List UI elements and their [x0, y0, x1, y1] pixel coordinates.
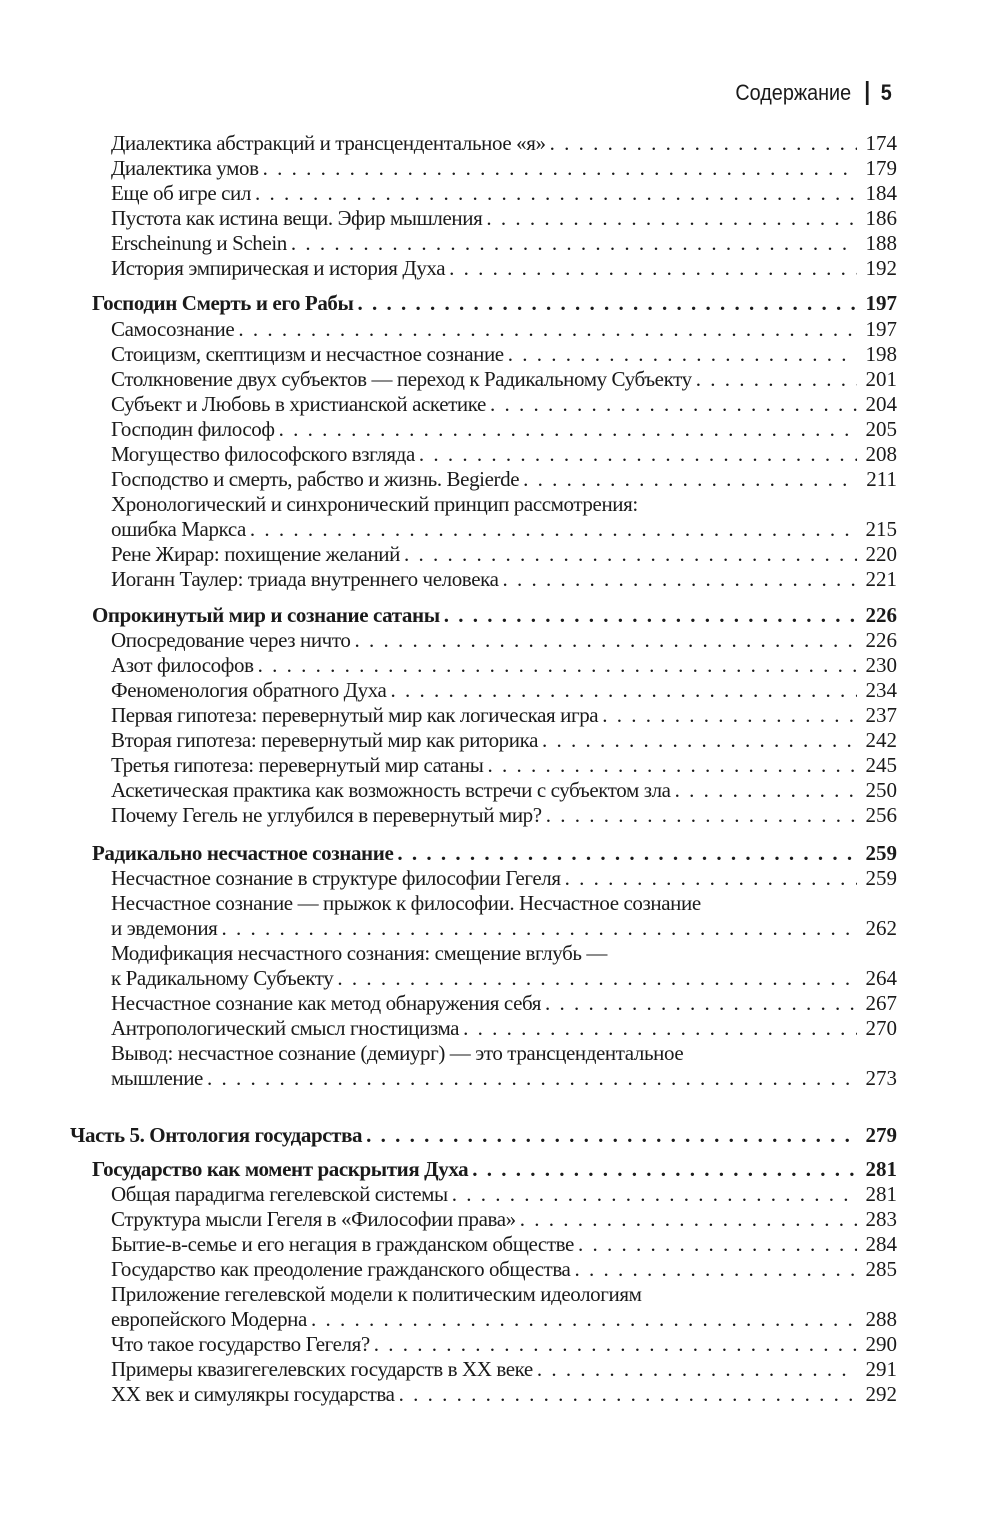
toc-entry-title: Государство как преодоление гражданского общества	[111, 1257, 571, 1281]
toc-entry-title: и эвдемония	[111, 916, 218, 940]
dot-leader	[472, 1157, 857, 1182]
toc-entry-title: Опрокинутый мир и сознание сатаны	[92, 603, 440, 627]
toc-page-number: 230	[865, 653, 897, 677]
dot-leader	[486, 206, 857, 231]
toc-entry-title: Аскетическая практика как возможность встречи с субъектом зла	[111, 778, 671, 802]
toc-entry	[111, 442, 897, 467]
toc-page-number: 256	[865, 803, 897, 827]
dot-leader	[452, 1182, 857, 1207]
toc-entry-first-line	[111, 1282, 897, 1307]
toc-page-number: 221	[865, 567, 897, 591]
toc-entry-title: XX век и симулякры государства	[111, 1382, 395, 1406]
toc-entry-title: Несчастное сознание как метод обнаружения себя	[111, 991, 542, 1015]
toc-entry	[111, 156, 897, 181]
toc-page-number: 174	[865, 131, 897, 155]
toc-entry	[111, 1332, 897, 1357]
dot-leader	[354, 628, 857, 653]
toc-entry-title: Хронологический и синхронический принцип рассмотрения:	[111, 492, 638, 516]
toc-entry-first-line	[111, 492, 897, 517]
toc-entry-title: Несчастное сознание — прыжок к философии. Несчастное сознание	[111, 891, 701, 915]
toc-entry	[111, 1232, 897, 1257]
toc-entry	[111, 1016, 897, 1041]
running-head-separator	[866, 81, 869, 105]
toc-page-number: 242	[865, 728, 897, 752]
toc-page-number: 237	[865, 703, 897, 727]
toc-entry	[111, 256, 897, 281]
toc-entry	[111, 181, 897, 206]
toc-page-number: 262	[865, 916, 897, 940]
toc-page-number: 273	[865, 1066, 897, 1090]
dot-leader	[399, 1382, 857, 1407]
toc-entry-title: Рене Жирар: похищение желаний	[111, 542, 400, 566]
toc-entry-title: История эмпирическая и история Духа	[111, 256, 446, 280]
toc-entry	[111, 703, 897, 728]
dot-leader	[574, 1257, 857, 1282]
running-head-title: Содержание	[735, 80, 852, 105]
toc-entry-title: ошибка Маркса	[111, 517, 246, 541]
toc-entry-title: Радикально несчастное сознание	[92, 841, 394, 865]
toc-entry	[111, 1182, 897, 1207]
toc-page-number: 204	[865, 392, 897, 416]
dot-leader	[550, 131, 857, 156]
toc-entry-title: Феноменология обратного Духа	[111, 678, 387, 702]
toc-entry	[111, 392, 897, 417]
toc-page-number: 281	[865, 1182, 897, 1206]
toc-entry-title: Что такое государство Гегеля?	[111, 1332, 370, 1356]
dot-leader	[404, 542, 857, 567]
toc-entry-title: европейского Модерна	[111, 1307, 307, 1331]
toc-page-number: 267	[865, 991, 897, 1015]
toc-entry-title: Бытие-в-семье и его негация в гражданском обществе	[111, 1232, 574, 1256]
toc-page-number: 186	[865, 206, 897, 230]
toc-entry-title: Диалектика абстракций и трансцендентальное «я»	[111, 131, 546, 155]
toc-entry-title: Пустота как истина вещи. Эфир мышления	[111, 206, 483, 230]
dot-leader	[221, 916, 857, 941]
toc-entry-title: Диалектика умов	[111, 156, 259, 180]
toc-page-number: 284	[865, 1232, 897, 1256]
dot-leader	[675, 778, 857, 803]
dot-leader	[207, 1066, 857, 1091]
toc-entry-title: Господин философ	[111, 417, 275, 441]
toc-chapter-heading	[92, 291, 897, 316]
toc-entry	[111, 991, 897, 1016]
dot-leader	[263, 156, 857, 181]
dot-leader	[463, 1016, 857, 1041]
toc-page-number: 226	[865, 628, 897, 652]
toc-entry-title: Erscheinung и Schein	[111, 231, 287, 255]
toc-part-heading	[70, 1123, 897, 1148]
toc-chapter-heading	[92, 1157, 897, 1182]
toc-page-number: 179	[865, 156, 897, 180]
toc-entry-title: Азот философов	[111, 653, 254, 677]
toc-chapter-heading	[92, 841, 897, 866]
toc-entry	[111, 1357, 897, 1382]
toc-page-number: 198	[865, 342, 897, 366]
toc-entry-title: Субъект и Любовь в христианской аскетике	[111, 392, 486, 416]
dot-leader	[255, 181, 857, 206]
dot-leader	[578, 1232, 857, 1257]
toc-page-number: 250	[865, 778, 897, 802]
toc-entry	[111, 367, 897, 392]
toc-entry	[111, 1207, 897, 1232]
toc-page-number: 281	[865, 1157, 897, 1181]
dot-leader	[374, 1332, 857, 1357]
toc-entry	[111, 753, 897, 778]
dot-leader	[546, 803, 857, 828]
dot-leader	[503, 567, 857, 592]
dot-leader	[258, 653, 857, 678]
dot-leader	[444, 603, 857, 628]
toc-page-number: 220	[865, 542, 897, 566]
toc-page-number: 270	[865, 1016, 897, 1040]
dot-leader	[565, 866, 857, 891]
dot-leader	[523, 467, 857, 492]
toc-entry-title: Стоицизм, скептицизм и несчастное сознание	[111, 342, 504, 366]
toc-entry	[111, 728, 897, 753]
toc-entry-title: Могущество философского взгляда	[111, 442, 415, 466]
toc-entry	[111, 206, 897, 231]
toc-page-number: 192	[865, 256, 897, 280]
dot-leader	[238, 317, 857, 342]
dot-leader	[545, 991, 857, 1016]
toc-entry-title: Общая парадигма гегелевской системы	[111, 1182, 448, 1206]
toc-entry	[111, 803, 897, 828]
dot-leader	[488, 753, 857, 778]
toc-entry-first-line	[111, 941, 897, 966]
dot-leader	[508, 342, 857, 367]
toc-entry-first-line	[111, 891, 897, 916]
toc-entry-title: Примеры квазигегелевских государств в XX веке	[111, 1357, 533, 1381]
toc-entry	[111, 317, 897, 342]
toc-entry-title: Вывод: несчастное сознание (демиург) — это трансцендентальное	[111, 1041, 684, 1065]
toc-entry	[111, 342, 897, 367]
toc-entry-title: Столкновение двух субъектов — переход к Радикальному Субъекту	[111, 367, 692, 391]
toc-page-number: 285	[865, 1257, 897, 1281]
running-head	[736, 80, 892, 106]
dot-leader	[358, 291, 857, 316]
toc-page-number: 259	[865, 866, 897, 890]
toc-page-number: 215	[865, 517, 897, 541]
dot-leader	[366, 1123, 857, 1148]
toc-entry-continuation	[111, 1307, 897, 1332]
toc-entry	[111, 1257, 897, 1282]
toc-entry-title: Еще об игре сил	[111, 181, 251, 205]
toc-entry-continuation	[111, 1066, 897, 1091]
toc-entry-title: Часть 5. Онтология государства	[70, 1123, 363, 1147]
toc-entry-title: к Радикальному Субъекту	[111, 966, 334, 990]
dot-leader	[696, 367, 857, 392]
toc-entry-title: Иоганн Таулер: триада внутреннего человека	[111, 567, 499, 591]
toc-page-number: 264	[865, 966, 897, 990]
toc-page-number: 234	[865, 678, 897, 702]
toc-page-number: 290	[865, 1332, 897, 1356]
toc-entry-title: Господство и смерть, рабство и жизнь. Begierde	[111, 467, 520, 491]
toc-page-number: 292	[865, 1382, 897, 1406]
toc-entry	[111, 467, 897, 492]
toc-entry	[111, 542, 897, 567]
dot-leader	[602, 703, 857, 728]
toc-entry	[111, 1382, 897, 1407]
page-number: 5	[880, 80, 892, 105]
dot-leader	[390, 678, 857, 703]
toc-entry-title: Приложение гегелевской модели к политическим идеологиям	[111, 1282, 642, 1306]
toc-entry-title: Вторая гипотеза: перевернутый мир как риторика	[111, 728, 539, 752]
toc-page-number: 259	[865, 841, 897, 865]
toc-page-number: 208	[865, 442, 897, 466]
toc-page-number: 211	[866, 467, 897, 491]
toc-page-number: 291	[865, 1357, 897, 1381]
dot-leader	[537, 1357, 857, 1382]
dot-leader	[490, 392, 857, 417]
toc-entry-title: Государство как момент раскрытия Духа	[92, 1157, 469, 1181]
dot-leader	[449, 256, 857, 281]
toc-page-number: 283	[865, 1207, 897, 1231]
toc-page-number: 279	[865, 1123, 897, 1147]
toc-page-number: 188	[865, 231, 897, 255]
dot-leader	[250, 517, 857, 542]
toc-entry-title: Господин Смерть и его Рабы	[92, 291, 354, 315]
toc-page-number: 197	[865, 291, 897, 315]
toc-entry-title: Опосредование через ничто	[111, 628, 351, 652]
toc-entry	[111, 567, 897, 592]
toc-entry-continuation	[111, 517, 897, 542]
toc-page-number: 184	[865, 181, 897, 205]
toc-entry	[111, 417, 897, 442]
toc-entry	[111, 866, 897, 891]
toc-entry	[111, 628, 897, 653]
toc-entry-continuation	[111, 916, 897, 941]
toc-entry	[111, 653, 897, 678]
toc-entry-title: Самосознание	[111, 317, 235, 341]
toc-page-number: 226	[865, 603, 897, 627]
toc-page-number: 288	[865, 1307, 897, 1331]
dot-leader	[311, 1307, 857, 1332]
toc-entry-title: Структура мысли Гегеля в «Философии права»	[111, 1207, 516, 1231]
toc-entry-title: Антропологический смысл гностицизма	[111, 1016, 460, 1040]
toc-entry	[111, 778, 897, 803]
toc-page-number: 197	[865, 317, 897, 341]
dot-leader	[291, 231, 857, 256]
dot-leader	[397, 841, 857, 866]
toc-entry-continuation	[111, 966, 897, 991]
toc-entry-title: Почему Гегель не углубился в перевернутый мир?	[111, 803, 542, 827]
toc-entry-title: Несчастное сознание в структуре философии Гегеля	[111, 866, 561, 890]
dot-leader	[542, 728, 857, 753]
toc-entry-title: мышление	[111, 1066, 203, 1090]
toc-entry-title: Третья гипотеза: перевернутый мир сатаны	[111, 753, 484, 777]
toc-chapter-heading	[92, 603, 897, 628]
toc-entry	[111, 678, 897, 703]
dot-leader	[419, 442, 857, 467]
toc-page-number: 201	[865, 367, 897, 391]
dot-leader	[279, 417, 857, 442]
toc-page-number: 205	[865, 417, 897, 441]
dot-leader	[337, 966, 857, 991]
dot-leader	[520, 1207, 857, 1232]
toc-page-number: 245	[865, 753, 897, 777]
toc-entry-title: Модификация несчастного сознания: смещение вглубь —	[111, 941, 607, 965]
toc-entry	[111, 231, 897, 256]
toc-entry-title: Первая гипотеза: перевернутый мир как логическая игра	[111, 703, 599, 727]
toc-entry	[111, 131, 897, 156]
toc-entry-first-line	[111, 1041, 897, 1066]
